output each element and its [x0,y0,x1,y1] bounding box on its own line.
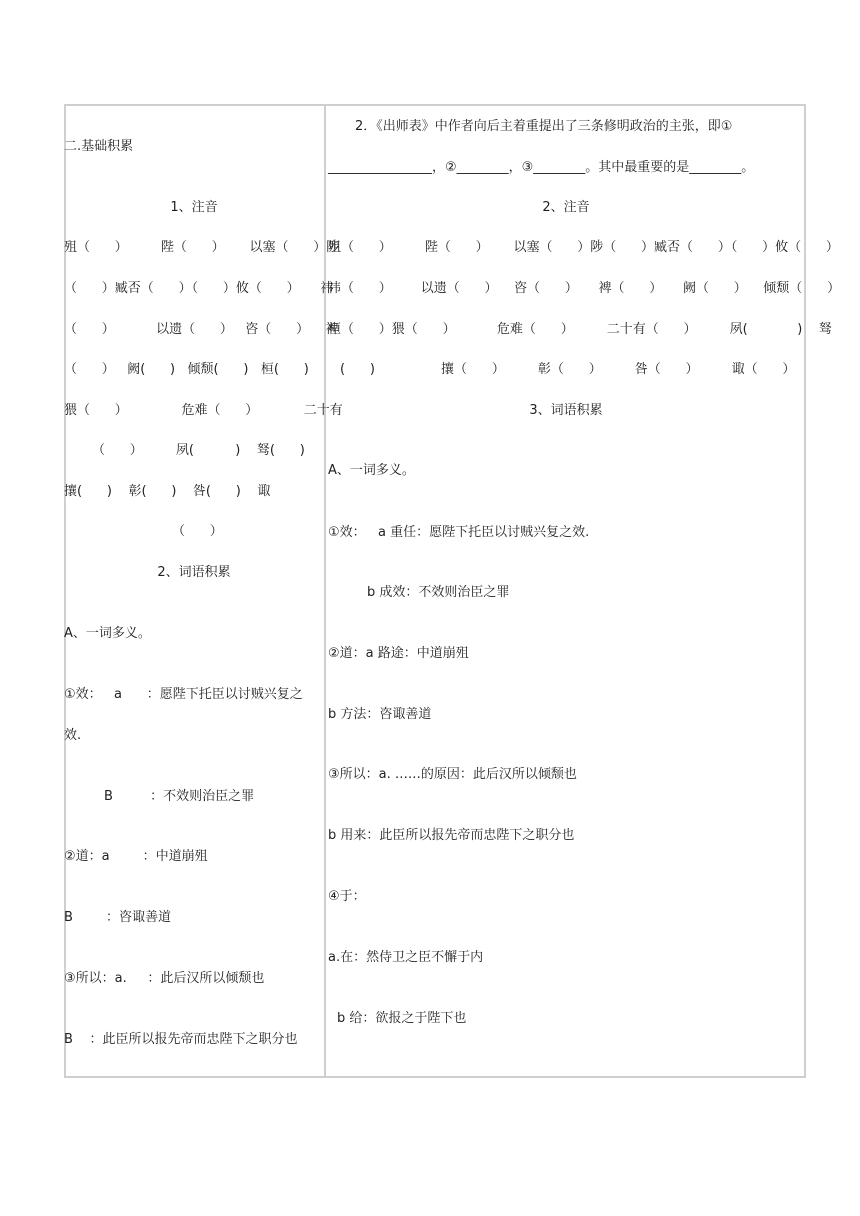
entry-line: ③所以：a. ……的原因：此后汉所以倾颓也 [328,767,577,782]
pinyin-line: 殂（ ） 陛（ ） 以塞（ ）陟（ ）臧否（ ）（ ）攸（ ） [328,240,839,255]
pinyin-line: （ ） 以遗（ ） 咨（ ） 裨 [64,322,339,337]
entry-line: b 给：欲报之于陛下也 [337,1011,467,1026]
heading-vocab: 2、词语积累 [157,565,231,580]
entry-line: b 方法：咨诹善道 [328,707,432,722]
entry-line: B ：不效则治臣之罪 [104,789,255,804]
question-line: ________________，②________，③________。其中最重要的是________。 [328,160,755,175]
entry-line: ④于： [328,889,366,904]
entry-line: b 用来：此臣所以报先帝而忠陛下之职分也 [328,828,575,843]
section-title: 二.基础积累 [64,139,134,154]
pinyin-line: （ ） 阙( ) 倾颓( ) 桓( ) [64,362,309,377]
entry-line: ①效： a ：愿陛下托臣以讨贼兴复之 [64,687,303,702]
entry-line: B ：咨诹善道 [64,910,171,925]
entry-line: b 成效：不效则治臣之罪 [367,585,510,600]
pinyin-line: （ ） [172,524,223,539]
pinyin-line: ( ) 攘（ ） 彰（ ） 咎（ ） 诹（ ） [340,362,796,377]
heading-vocab: 3、词语积累 [529,403,603,418]
entry-line: B ：此臣所以报先帝而忠陛下之职分也 [64,1032,298,1047]
question-line: 2．《出师表》中作者向后主着重提出了三条修明政治的主张，即① [355,119,733,134]
entry-line: ②道：a 路途：中道崩殂 [328,646,469,661]
subheading-polysemy: A、一词多义。 [64,626,151,641]
entry-line: 效. [64,728,82,743]
pinyin-line: 桓（ ）猥（ ） 危难（ ） 二十有（ ） 夙( ) 驽 [328,322,832,337]
subheading-polysemy: A、一词多义。 [328,463,415,478]
pinyin-line: （ ） 夙( ) 驽( ) [92,443,305,458]
heading-pinyin: 1、注音 [170,200,218,215]
entry-line: ③所以：a. ：此后汉所以倾颓也 [64,971,265,986]
pinyin-line: 殂（ ） 陛（ ） 以塞（ ）陟 [64,240,340,255]
pinyin-line: （ ）臧否（ ）（ ）攸（ ） 祎 [64,281,334,296]
pinyin-line: 攘( ) 彰( ) 咎( ) 诹 [64,484,271,499]
entry-line: ②道：a ：中道崩殂 [64,849,208,864]
heading-pinyin: 2、注音 [542,200,590,215]
pinyin-line: 祎（ ） 以遗（ ） 咨（ ） 裨（ ） 阙（ ） 倾颓（ ） [328,281,841,296]
pinyin-line: 猥（ ） 危难（ ） 二十有 [64,403,343,418]
entry-line: a.在：然侍卫之臣不懈于内 [328,950,484,965]
entry-line: ①效： a 重任：愿陛下托臣以讨贼兴复之效. [328,525,590,540]
